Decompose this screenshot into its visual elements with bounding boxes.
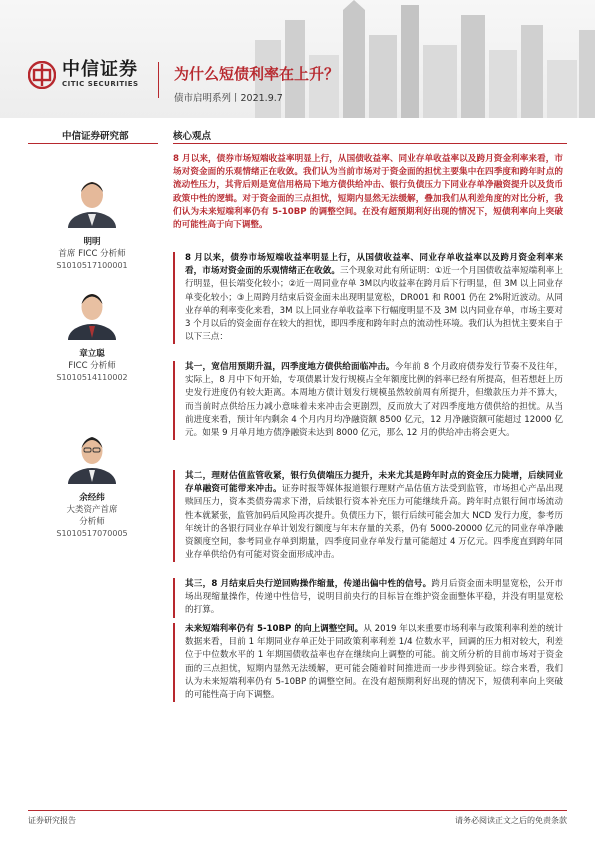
body-paragraph: [173, 252, 563, 344]
analyst-name: 章立聪: [79, 349, 105, 359]
footer-report-type: 证券研究报告: [28, 816, 76, 825]
analyst-role: FICC 分析师: [68, 361, 116, 371]
body-paragraph: [173, 361, 563, 440]
city-skyline-image: [235, 0, 595, 118]
core-summary: 8 月以来，债券市场短端收益率明显上行，从国债收益率、同业存单收益率以及跨月资金利率来看，市场对资金面的乐观情绪正在收敛。我们认为当前市场对于资金面的担忧主要集中在四季度和跨年时点的流动性压力，其背后则是宽信用格局下地方债供给冲击、银行负债压力下同业存单净融资提升以及货币政策中性的逻辑。对于资金面的三点担忧，短期内显然无法缓解，叠加我们从利差角度的对比分析，我们认为未来短端利率仍有 5-10BP 的调整空间。在没有超预期利好出现的情况下，短债利率向上突破的可能性高于向下调整。: [173, 154, 563, 231]
paragraph-body: 今年前 8 个月政府债券发行节奏不及往年，实际上，8 月中下旬开始，专项债累计发行规模占全年额度比例的斜率已经有所提高，但若想赶上历史发行进度仍有较大距离。本周地方债计划发行规模虽然较前周有所提升，但缴款压力并不算大，而当前时点供给压力减小意味着未来冲击会更剧烈，反而放大了对四季度地方债供给的担忧。从当前进度来看，预计年内剩余 4 个月内月均净融资额 8500 亿元，12 月净融资额可能超过 12000 亿元。如果 9 月单月地方债净融资未达到 8000 亿元，那么 12 月的供给冲击将会更大。: [185, 362, 563, 439]
logo-name-cn: 中信证券: [62, 59, 138, 80]
analyst-card: [28, 170, 156, 272]
header-divider: [158, 62, 159, 98]
report-series-date: 债市启明系列丨2021.9.7: [174, 93, 283, 104]
left-heading-rule: [28, 143, 158, 144]
analyst-role: 首席 FICC 分析师: [58, 249, 126, 259]
footer-disclaimer: 请务必阅读正文之后的免责条款: [455, 816, 567, 825]
paragraph-lead: 未来短端利率仍有 5-10BP 的向上调整空间。: [185, 624, 364, 634]
analyst-photo-icon: [63, 282, 121, 340]
analyst-photo-icon: [63, 426, 121, 484]
analyst-license-id: S1010514110002: [56, 373, 128, 382]
right-heading-rule: [173, 143, 567, 144]
citic-logo-icon: [28, 61, 56, 89]
body-paragraph: [173, 578, 563, 618]
footer-rule: [28, 810, 567, 811]
report-title: 为什么短债利率在上升？: [174, 65, 340, 83]
paragraph-lead: 8 月以来，债券市场短端收益率明显上行，从国债收益率、同业存单收益率以及跨月资金利率来看，市场对资金面的乐观情绪正在收敛。: [185, 253, 563, 277]
left-column-heading: 中信证券研究部: [62, 131, 129, 142]
analyst-license-id: S1010517070005: [56, 529, 128, 538]
analyst-role: 大类资产首席: [66, 505, 118, 515]
body-paragraph: [173, 623, 563, 702]
report-header: [0, 0, 595, 118]
logo-name-en: CITIC SECURITIES: [62, 80, 139, 88]
paragraph-lead: 其一，宽信用预期升温，四季度地方债供给面临冲击。: [185, 362, 395, 372]
citic-logo: [28, 60, 139, 89]
analyst-role-line2: 分析师: [79, 517, 105, 527]
analyst-license-id: S1010517100001: [56, 261, 128, 270]
paragraph-body: 证券时报等媒体报道银行理财产品估值方法受到监管，市场担心产品出现赎回压力，资本类债券需求下滑，后续银行资本补充压力可能继续升高。跨年时点银行间市场流动性本就紧张，监管加码后风险再次提升。负债压力下，银行后续可能会加大 NCD 发行力度，参考历年统计的各银行同业存单计划发行额度与年末存量的关系，仍有 5000-20000 亿元的同业存单净融资额度空间，参考同业存单到期量，四季度同业存单发行量可能超过 4 万亿元。四季度直到跨年同业存单供给仍有可能对资金面形成冲击。: [185, 484, 563, 561]
paragraph-lead: 其三，8 月结束后央行逆回购操作缩量，传递出偏中性的信号。: [185, 579, 432, 589]
analyst-name: 余经纬: [79, 493, 105, 503]
analyst-card: [28, 426, 156, 540]
paragraph-body: 跨月后资金面未明显宽松，公开市场出现缩量操作，传递中性信号，说明目前央行的目标旨在维护资金面整体平稳，并没有明显宽松的打算。: [185, 579, 563, 616]
body-paragraph: [173, 470, 563, 562]
paragraph-lead: 其二，理财估值监管收紧，银行负债端压力提升，未来尤其是跨年时点的资金压力陡增，后续同业存单融资可能带来冲击。: [185, 471, 563, 495]
paragraph-body: 三个现象对此有所证明：①近一个月国债收益率短端利率上行明显，但长端变化较小；②近一周同业存单 3M以内收益率在跨月后下行明显，但 3M 以上同业存单变化较小；③上周跨月结束后资金面未出现明显宽松，DR001 和 R001 仍在 2%附近波动。从同业存单的利率变化来看，3M 以上同业存单收益率下行幅度明显不及 3M 以内同业存单，市场主要对 3 个月以后的资金面存在较大的担忧，即四季度和跨年时点的流动性环境。我们认为担忧主要来自于以下三点：: [185, 266, 563, 343]
paragraph-body: 从 2019 年以来重要市场利率与政策利率利差的统计数据来看，目前 1 年期同业存单正处于同政策利率利差 1/4 位数水平，回调的压力相对较大，利差位于中位数水平的 1 年期国债收益率也存在继续向上调整的可能。前文所分析的目前市场对于资金面的三点担忧，短期内显然无法缓解，更可能会随着时间推进而一步步得到验证。综合来看，我们认为未来短端利率仍有 5-10BP 的调整空间。在没有超预期利好出现的情况下，短债利率向上突破的可能性高于向下调整。: [185, 624, 563, 701]
analyst-photo-icon: [63, 170, 121, 228]
analyst-name: 明明: [83, 237, 101, 247]
analyst-card: [28, 282, 156, 384]
right-column-heading: 核心观点: [173, 131, 212, 142]
